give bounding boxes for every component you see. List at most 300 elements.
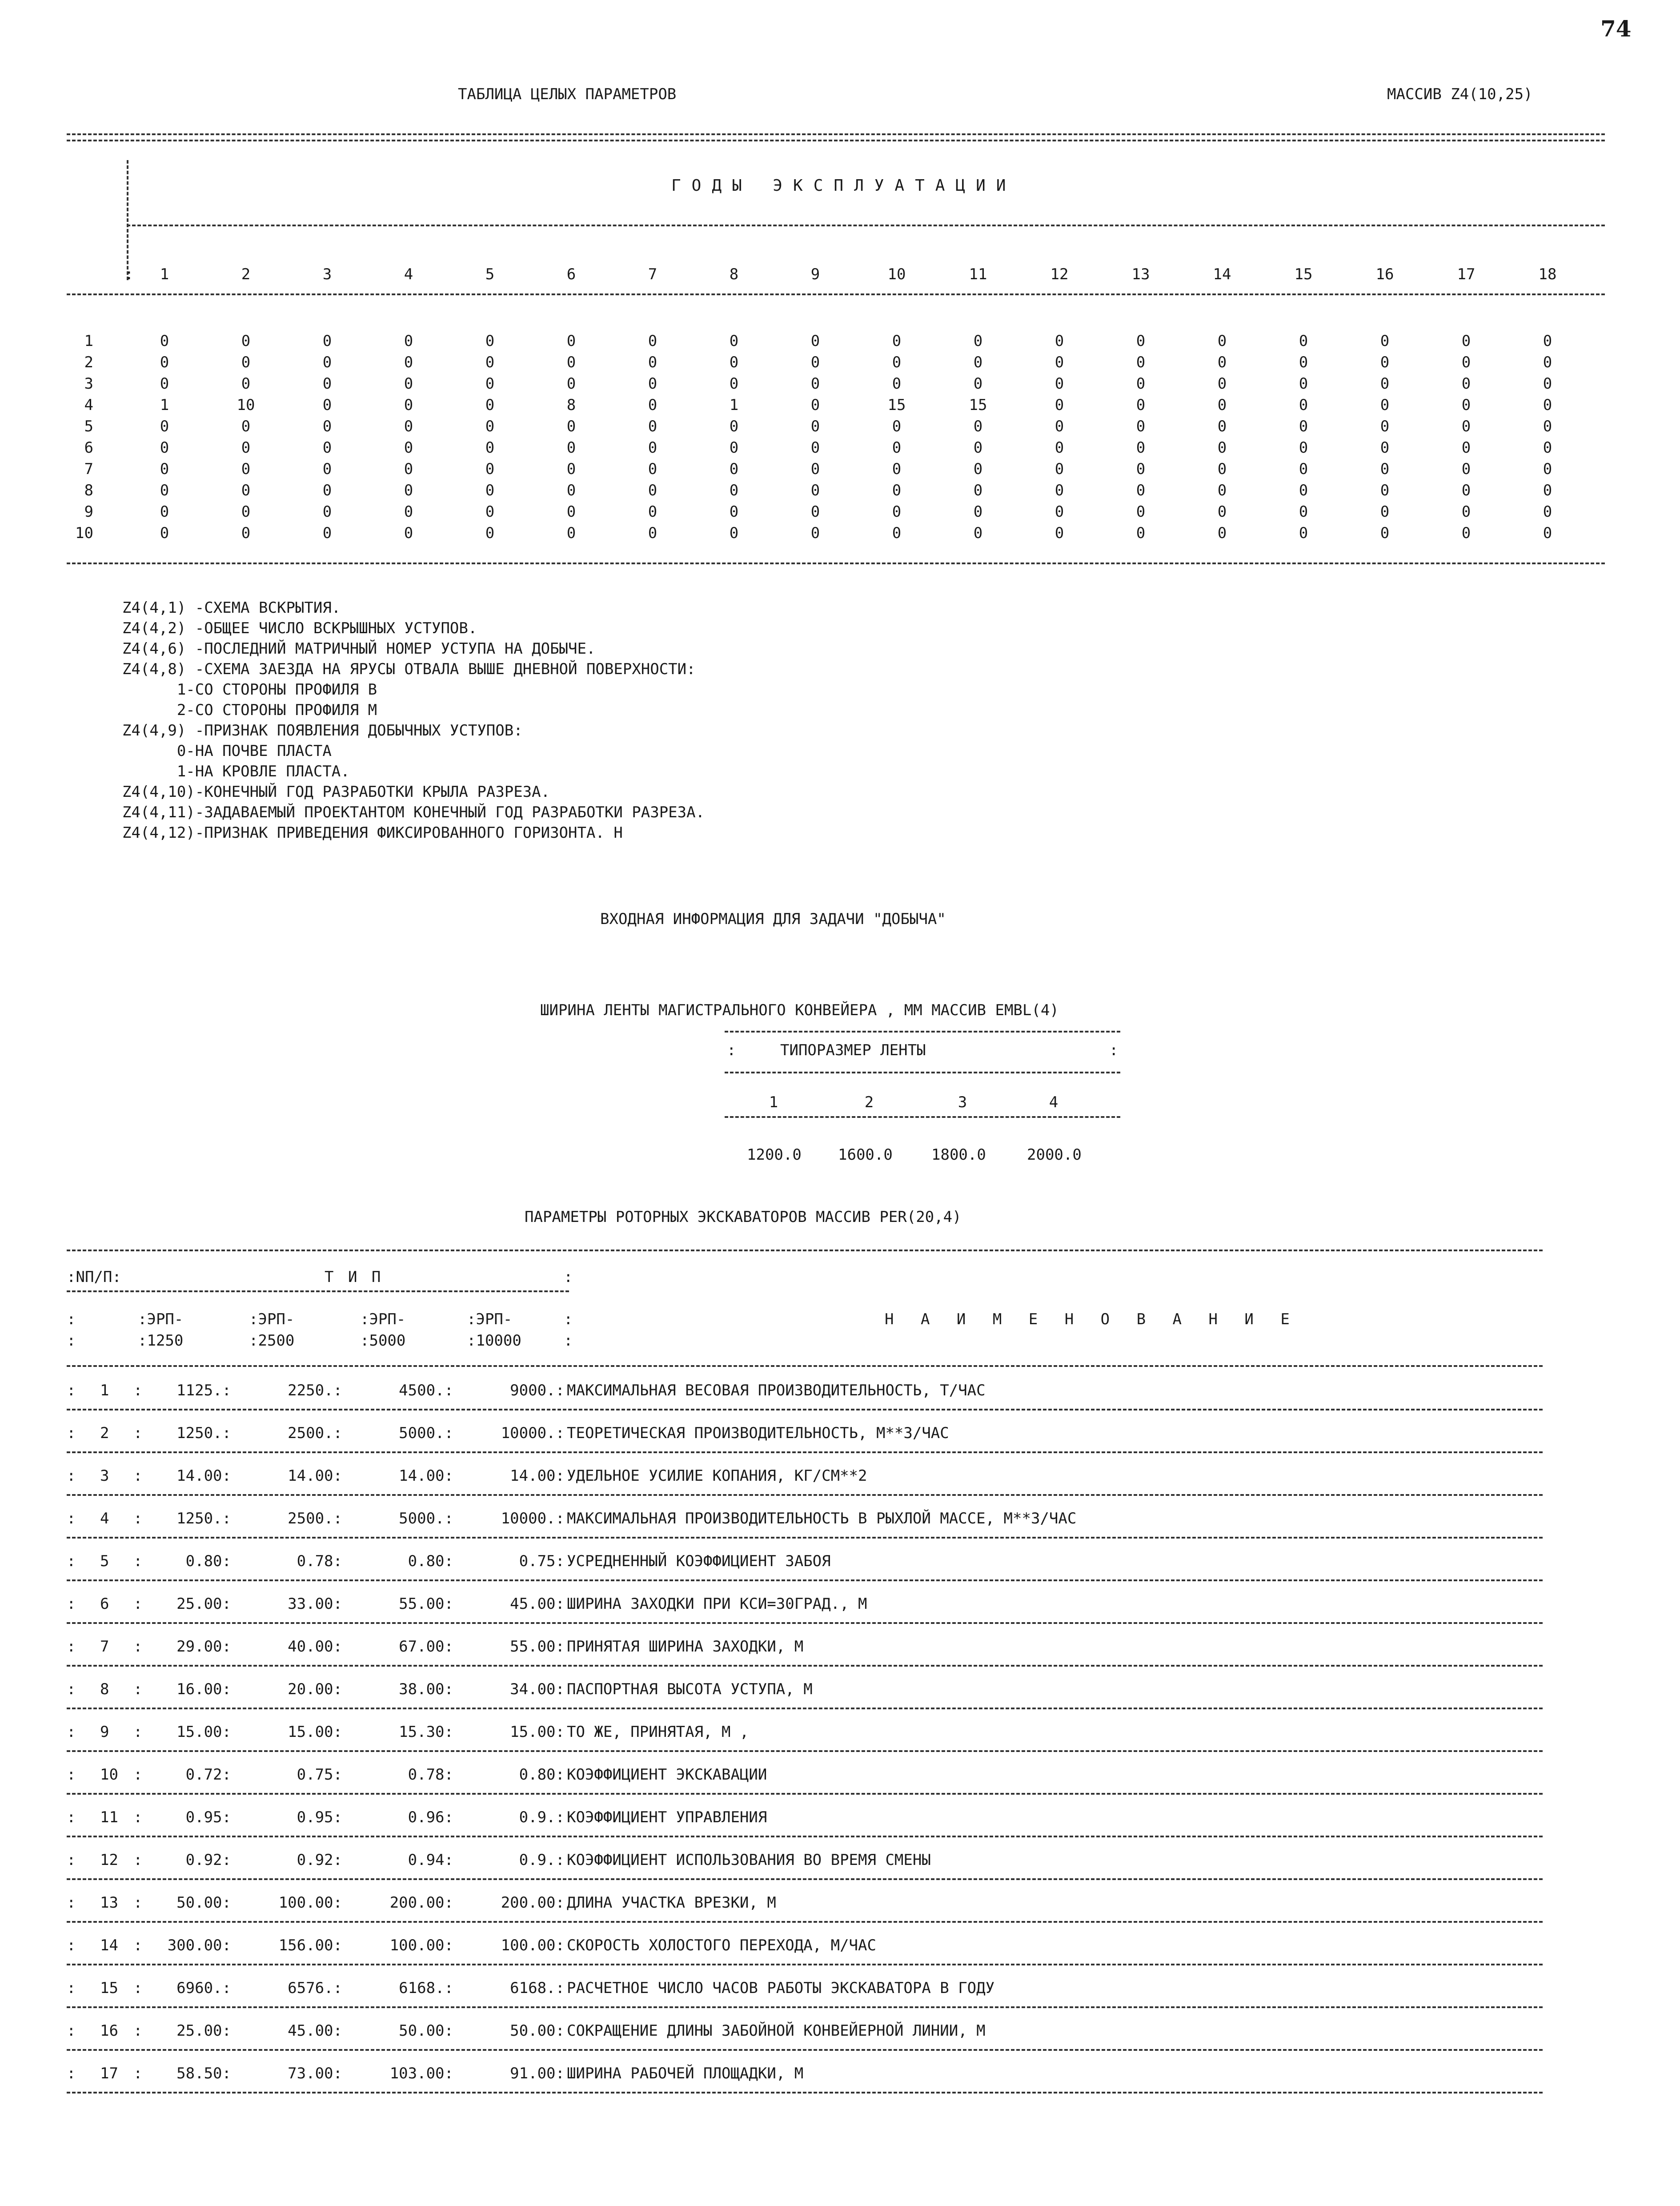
exc-row-rule [67,1409,1543,1410]
exc-row-rule [67,1708,1543,1709]
exc-type-line1: :ЭРП- [360,1310,406,1328]
table1-cell: 0 [241,418,251,435]
table1-header-colon: : [124,265,134,283]
table1-cell: 0 [1055,396,1064,414]
table1-cell: 0 [322,418,332,435]
exc-row-value: 45.00: [288,2022,342,2040]
table1-cell: 0 [241,503,251,521]
table1-cell: 0 [1217,524,1227,542]
table1-cell: 0 [1055,332,1064,350]
table1-cell: 0 [160,332,169,350]
table1-cell: 0 [1217,482,1227,499]
exc-row-number: 6 [100,1595,109,1613]
table1-cell: 0 [566,460,576,478]
table1-cell: 0 [404,332,413,350]
exc-row-number: 3 [100,1467,109,1485]
exc-row-number: 5 [100,1552,109,1570]
table1-cell: 0 [485,332,495,350]
exc-col-type: Т И П [325,1268,384,1286]
exc-type-line2: :2500 [249,1332,295,1350]
exc-row-value: 1250.: [176,1510,231,1527]
exc-row-rule [67,1579,1543,1581]
table1-cell: 0 [648,354,658,371]
exc-row-value: 4500.: [399,1382,453,1399]
exc-row-number: 17 [100,2065,118,2082]
exc-top-rule [67,1250,1543,1251]
table1-group-header: ГОДЫ ЭКСПЛУАТАЦИИ [671,177,1017,195]
table1-cell: 0 [241,332,251,350]
exc-row-value: 67.00: [399,1638,453,1656]
table1-group-rule [127,225,1605,226]
exc-row-rule [67,2006,1543,2008]
exc-row-name: УДЕЛЬНОЕ УСИЛИЕ КОПАНИЯ, КГ/СМ**2 [567,1467,867,1485]
exc-row-value: 0.9.: [519,1851,565,1869]
exc-row-colon: : [133,1723,143,1741]
exc-row-colon: : [133,1595,143,1613]
table1-cell: 0 [566,375,576,393]
belt-colon-right: : [1109,1041,1119,1059]
table1-cell: 0 [729,524,739,542]
exc-row-colon: : [67,1595,76,1613]
table1-row-label: 6 [84,439,93,457]
exc-row-value: 0.95: [185,1808,231,1826]
exc-row-colon: : [133,1937,143,1954]
table1-cell: 0 [648,460,658,478]
table1-cell: 0 [1461,503,1471,521]
table1-cell: 0 [485,482,495,499]
table1-row-label: 8 [84,482,93,499]
exc-row-value: 200.00: [501,1894,565,1912]
table1-col-header: 18 [1538,265,1557,283]
table1-cell: 0 [973,439,983,457]
exc-row-value: 14.00: [399,1467,453,1485]
table1-cell: 0 [1217,439,1227,457]
table1-cell: 0 [1380,354,1390,371]
table1-cell: 0 [1299,503,1308,521]
input-heading: ВХОДНАЯ ИНФОРМАЦИЯ ДЛЯ ЗАДАЧИ "ДОБЫЧА" [600,910,946,928]
exc-row-colon: : [133,2065,143,2082]
exc-row-rule [67,1665,1543,1667]
exc-row-value: 2250.: [288,1382,342,1399]
table1-cell: 0 [1461,332,1471,350]
exc-row-value: 34.00: [510,1680,565,1698]
table1-cell: 0 [322,460,332,478]
belt-rule-2 [725,1072,1120,1073]
exc-row-value: 0.80: [519,1766,565,1784]
table1-col-header: 14 [1213,265,1231,283]
exc-row-value: 6168.: [399,1979,453,1997]
exc-row-rule [67,1622,1543,1624]
exc-row-value: 0.95: [297,1808,342,1826]
exc-row-rule [67,1750,1543,1752]
belt-header: ТИПОРАЗМЕР ЛЕНТЫ [780,1041,926,1059]
table1-cell: 0 [810,332,820,350]
table1-cell: 0 [729,439,739,457]
table1-cell: 0 [1461,354,1471,371]
exc-row-colon: : [67,2065,76,2082]
exc-row-value: 9000.: [510,1382,565,1399]
note-line: 2-СО СТОРОНЫ ПРОФИЛЯ М [122,701,377,719]
table1-cell: 0 [648,418,658,435]
table1-cell: 0 [1136,524,1146,542]
table1-cell: 0 [1543,439,1552,457]
table1-cell: 0 [1299,439,1308,457]
table1-cell: 0 [485,418,495,435]
exc-row-name: РАСЧЕТНОЕ ЧИСЛО ЧАСОВ РАБОТЫ ЭКСКАВАТОРА В ГОДУ [567,1979,995,1997]
table1-cell: 0 [1543,460,1552,478]
exc-row-value: 25.00: [176,1595,231,1613]
exc-row-colon: : [133,1808,143,1826]
table1-cell: 0 [1461,524,1471,542]
table1-cell: 0 [810,460,820,478]
exc-row-name: ШИРИНА РАБОЧЕЙ ПЛОЩАДКИ, М [567,2065,804,2082]
exc-row-rule [67,1537,1543,1539]
exc-row-value: 200.00: [389,1894,453,1912]
table1-cell: 0 [404,354,413,371]
belt-rule-1 [725,1031,1120,1033]
table1-cell: 0 [160,482,169,499]
exc-row-value: 55.00: [399,1595,453,1613]
exc-col-no: :NП/П: [67,1268,121,1286]
table1-cell: 0 [1055,524,1064,542]
table1-cell: 0 [1299,524,1308,542]
table1-cell: 0 [1380,418,1390,435]
exc-row-colon: : [67,1894,76,1912]
exc-row-value: 0.75: [519,1552,565,1570]
exc-row-colon: : [67,1979,76,1997]
table1-cell: 0 [729,482,739,499]
exc-row-colon: : [67,1851,76,1869]
table1-cell: 0 [729,332,739,350]
exc-row-value: 6576.: [288,1979,342,1997]
table1-cell: 0 [973,332,983,350]
exc-row-value: 25.00: [176,2022,231,2040]
table1-cell: 0 [566,354,576,371]
table1-col-header: 3 [322,265,332,283]
exc-row-value: 91.00: [510,2065,565,2082]
exc-row-colon: : [133,1979,143,1997]
exc-row-colon: : [67,1766,76,1784]
table1-cell: 0 [729,460,739,478]
table1-cell: 0 [1217,460,1227,478]
table1-col-header: 15 [1294,265,1313,283]
table1-cell: 0 [810,482,820,499]
belt-value: 1200.0 [747,1146,802,1164]
exc-row-name: ТО ЖЕ, ПРИНЯТАЯ, М , [567,1723,749,1741]
exc-row-number: 10 [100,1766,118,1784]
table1-cell: 0 [160,439,169,457]
exc-row-value: 0.92: [297,1851,342,1869]
table1-cell: 0 [241,460,251,478]
exc-row-colon: : [133,1382,143,1399]
note-line: Z4(4,8) -СХЕМА ЗАЕЗДА НА ЯРУСЫ ОТВАЛА ВЫШЕ ДНЕВНОЙ ПОВЕРХНОСТИ: [122,660,696,678]
table1-cell: 0 [810,503,820,521]
table1-cell: 0 [1055,354,1064,371]
exc-row-value: 103.00: [389,2065,453,2082]
table1-cell: 0 [810,524,820,542]
table1-cell: 0 [810,418,820,435]
table1-col-header: 12 [1050,265,1069,283]
table1-col-header: 1 [160,265,169,283]
table1-cell: 0 [404,439,413,457]
table1-cell: 0 [1136,418,1146,435]
exc-row-colon: : [67,1808,76,1826]
table1-cell: 0 [322,439,332,457]
exc-row-name: ПАСПОРТНАЯ ВЫСОТА УСТУПА, М [567,1680,813,1698]
table1-cell: 1 [160,396,169,414]
exc-row-number: 15 [100,1979,118,1997]
table1-cell: 0 [1217,375,1227,393]
exc-row-colon: : [67,1723,76,1741]
exc-row-value: 14.00: [510,1467,565,1485]
exc-row-value: 100.00: [278,1894,342,1912]
exc-type-line1: :ЭРП- [467,1310,513,1328]
table1-cell: 0 [729,354,739,371]
exc-type-colon: : [67,1332,76,1350]
table1-cell: 0 [1055,482,1064,499]
table1-cell: 0 [810,439,820,457]
exc-row-value: 0.78: [408,1766,453,1784]
note-line: 0-НА ПОЧВЕ ПЛАСТА [122,742,332,760]
table1-cell: 0 [404,460,413,478]
exc-row-colon: : [133,1552,143,1570]
exc-row-value: 6168.: [510,1979,565,1997]
table1-cell: 0 [1136,396,1146,414]
table1-cell: 0 [1299,375,1308,393]
table1-cell: 0 [404,396,413,414]
belt-col-header: 4 [1049,1093,1059,1111]
exc-row-value: 16.00: [176,1680,231,1698]
table1-cell: 0 [648,439,658,457]
table1-cell: 0 [1136,460,1146,478]
table1-cell: 0 [485,354,495,371]
exc-row-value: 14.00: [288,1467,342,1485]
table1-cell: 0 [892,375,902,393]
exc-type-line1: :ЭРП- [249,1310,295,1328]
table1-cell: 0 [648,503,658,521]
table1-cell: 0 [1136,332,1146,350]
table1-cell: 0 [1543,524,1552,542]
table1-cell: 0 [892,524,902,542]
exc-row-value: 0.78: [297,1552,342,1570]
table1-cell: 0 [648,524,658,542]
exc-row-value: 10000.: [501,1510,565,1527]
table1-cell: 0 [1136,375,1146,393]
exc-row-colon: : [67,1937,76,1954]
table1-cell: 0 [322,524,332,542]
table1-left-rule [127,160,128,280]
exc-row-number: 2 [100,1424,109,1442]
table1-cell: 0 [1461,439,1471,457]
table1-cell: 0 [485,524,495,542]
belt-title: ШИРИНА ЛЕНТЫ МАГИСТРАЛЬНОГО КОНВЕЙЕРА , ММ МАССИВ EMBL(4) [540,1001,1059,1019]
exc-row-number: 13 [100,1894,118,1912]
table1-col-header: 16 [1375,265,1394,283]
table1-cell: 0 [566,418,576,435]
exc-row-name: КОЭФФИЦИЕНТ УПРАВЛЕНИЯ [567,1808,767,1826]
table1-cell: 0 [241,354,251,371]
table1-cell: 0 [160,460,169,478]
table1-col-header: 2 [241,265,251,283]
table1-cell: 0 [729,503,739,521]
table1-cell: 0 [1461,482,1471,499]
table1-cell: 0 [160,503,169,521]
table1-cell: 0 [892,439,902,457]
exc-row-rule [67,1793,1543,1795]
table1-cell: 0 [1380,332,1390,350]
table1-cell: 1 [729,396,739,414]
table1-cell: 0 [810,375,820,393]
table1-cell: 0 [160,354,169,371]
table1-cell: 0 [648,332,658,350]
note-line: 1-СО СТОРОНЫ ПРОФИЛЯ В [122,681,377,699]
exc-row-colon: : [133,2022,143,2040]
exc-row-rule [67,1494,1543,1496]
belt-value: 2000.0 [1027,1146,1082,1164]
exc-row-colon: : [67,1467,76,1485]
exc-row-number: 4 [100,1510,109,1527]
table1-cell: 0 [566,439,576,457]
belt-value: 1800.0 [931,1146,986,1164]
exc-row-value: 15.30: [399,1723,453,1741]
exc-row-colon: : [67,1510,76,1527]
exc-row-value: 50.00: [399,2022,453,2040]
table1-cell: 0 [241,482,251,499]
exc-row-value: 58.50: [176,2065,231,2082]
exc-row-rule [67,1878,1543,1880]
table1-cell: 0 [160,524,169,542]
exc-row-colon: : [133,1851,143,1869]
exc-row-value: 1250.: [176,1424,231,1442]
exc-row-name: ШИРИНА ЗАХОДКИ ПРИ КСИ=30ГРАД., М [567,1595,867,1613]
table1-cell: 0 [322,396,332,414]
exc-row-value: 10000.: [501,1424,565,1442]
table1-cell: 0 [973,460,983,478]
table1-cell: 0 [973,482,983,499]
exc-row-colon: : [67,1424,76,1442]
exc-row-rule [67,2092,1543,2093]
exc-row-value: 40.00: [288,1638,342,1656]
table1-col-header: 9 [810,265,820,283]
table1-cell: 0 [404,418,413,435]
table1-cell: 0 [1055,418,1064,435]
table1-cell: 0 [892,482,902,499]
table1-cell: 0 [1543,482,1552,499]
exc-row-value: 0.75: [297,1766,342,1784]
exc-row-value: 55.00: [510,1638,565,1656]
table1-col-header: 13 [1131,265,1150,283]
table1-cell: 0 [241,524,251,542]
exc-row-number: 11 [100,1808,118,1826]
table1-cell: 0 [1217,418,1227,435]
note-line: Z4(4,10)-КОНЕЧНЫЙ ГОД РАЗРАБОТКИ КРЫЛА РАЗРЕЗА. [122,783,550,801]
exc-type-colon: : [564,1310,573,1328]
table1-cell: 0 [160,375,169,393]
table1-cell: 0 [485,375,495,393]
exc-type-rule [67,1290,569,1292]
table1-cell: 0 [973,354,983,371]
note-line: Z4(4,1) -СХЕМА ВСКРЫТИЯ. [122,599,341,617]
table1-cell: 0 [404,503,413,521]
exc-row-colon: : [133,1766,143,1784]
note-line: Z4(4,12)-ПРИЗНАК ПРИВЕДЕНИЯ ФИКСИРОВАННОГО ГОРИЗОНТА. Н [122,824,623,842]
table1-cell: 0 [892,460,902,478]
table1-cell: 0 [322,332,332,350]
table1-cell: 0 [1136,503,1146,521]
exc-col-name: Н А И М Е Н О В А Н И Е [885,1310,1299,1328]
table1-cell: 0 [566,332,576,350]
table1-row-label: 4 [84,396,93,414]
exc-row-colon: : [133,1680,143,1698]
note-line: Z4(4,6) -ПОСЛЕДНИЙ МАТРИЧНЫЙ НОМЕР УСТУПА НА ДОБЫЧЕ. [122,640,596,658]
table1-cell: 0 [892,418,902,435]
table1-cell: 15 [887,396,906,414]
table1-cell: 0 [648,396,658,414]
exc-row-value: 0.9.: [519,1808,565,1826]
belt-col-header: 1 [769,1093,778,1111]
exc-type-line1: :ЭРП- [138,1310,184,1328]
table1-col-header: 8 [729,265,739,283]
table1-cell: 0 [160,418,169,435]
exc-row-value: 15.00: [176,1723,231,1741]
belt-col-header: 3 [958,1093,967,1111]
table1-cell: 0 [1543,396,1552,414]
table1-cell: 0 [1136,439,1146,457]
table1-header-rule [67,293,1605,295]
table1-row-label: 3 [84,375,93,393]
belt-rule-3 [725,1116,1120,1118]
table1-row-label: 1 [84,332,93,350]
exc-row-value: 50.00: [510,2022,565,2040]
exc-row-value: 0.96: [408,1808,453,1826]
exc-row-value: 33.00: [288,1595,342,1613]
table1-cell: 0 [404,524,413,542]
table1-cell: 0 [1380,524,1390,542]
note-line: 1-НА КРОВЛЕ ПЛАСТА. [122,763,350,780]
exc-col-type-end: : [564,1268,573,1286]
table1-cell: 0 [404,375,413,393]
exc-row-value: 2500.: [288,1510,342,1527]
exc-row-rule [67,1836,1543,1837]
table1-cell: 8 [566,396,576,414]
note-line: Z4(4,2) -ОБЩЕЕ ЧИСЛО ВСКРЫШНЫХ УСТУПОВ. [122,619,477,637]
exc-row-colon: : [67,1552,76,1570]
exc-row-name: МАКСИМАЛЬНАЯ ВЕСОВАЯ ПРОИЗВОДИТЕЛЬНОСТЬ, Т/ЧАС [567,1382,986,1399]
table1-cell: 0 [322,482,332,499]
table1-cell: 0 [241,439,251,457]
table1-row-label: 10 [75,524,93,542]
table1-cell: 0 [1055,460,1064,478]
table1-cell: 0 [1380,482,1390,499]
table1-cell: 0 [1380,460,1390,478]
exc-row-colon: : [133,1424,143,1442]
exc-row-name: КОЭФФИЦИЕНТ ИСПОЛЬЗОВАНИЯ ВО ВРЕМЯ СМЕНЫ [567,1851,931,1869]
table1-row-label: 9 [84,503,93,521]
exc-row-value: 45.00: [510,1595,565,1613]
table1-cell: 0 [1461,460,1471,478]
exc-row-value: 20.00: [288,1680,342,1698]
table1-cell: 0 [1380,375,1390,393]
exc-row-value: 100.00: [389,1937,453,1954]
table1-cell: 0 [1461,396,1471,414]
table1-cell: 0 [1299,418,1308,435]
table1-col-header: 17 [1457,265,1476,283]
exc-row-value: 100.00: [501,1937,565,1954]
belt-col-header: 2 [864,1093,874,1111]
table1-cell: 0 [485,460,495,478]
table1-row-label: 2 [84,354,93,371]
exc-type-colon: : [67,1310,76,1328]
